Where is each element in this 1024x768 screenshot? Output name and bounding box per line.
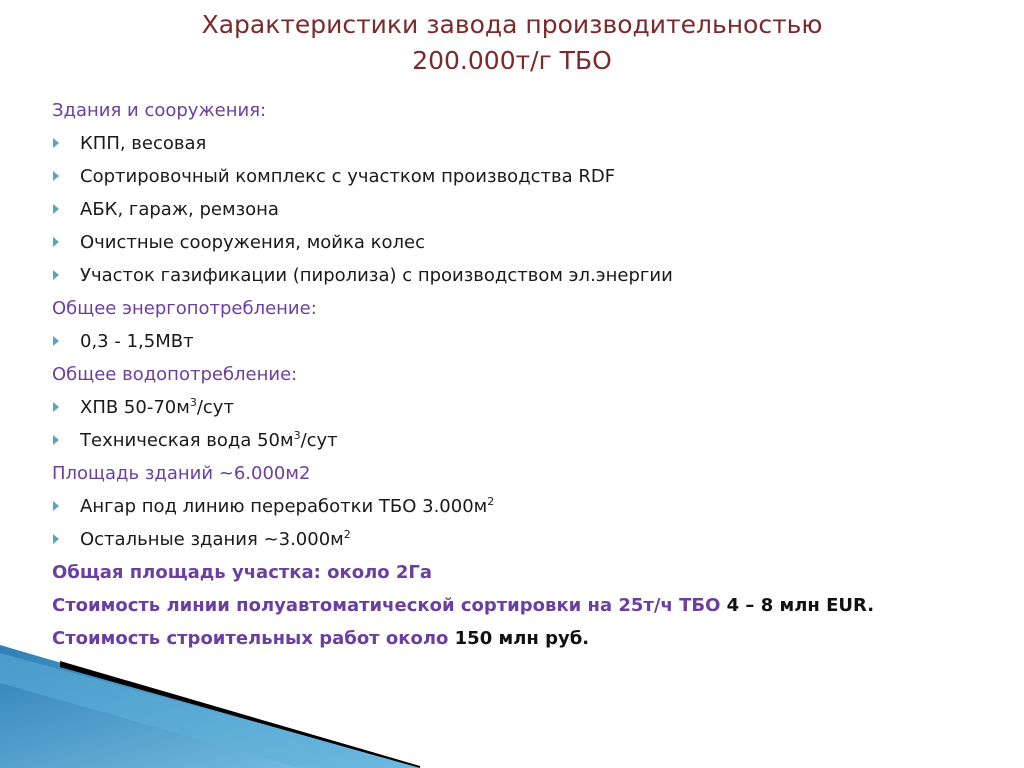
list-item xyxy=(52,127,992,160)
bullet-arrow-icon xyxy=(53,171,59,181)
slide-content xyxy=(52,94,992,655)
list-item xyxy=(52,193,992,226)
bullet-arrow-icon xyxy=(53,237,59,247)
list-item-text: АБК, гараж, ремзона xyxy=(80,199,279,220)
buildings-heading: Здания и сооружения: xyxy=(52,100,267,121)
bullet-arrow-icon xyxy=(53,501,59,511)
list-item xyxy=(52,523,992,556)
superscript: 2 xyxy=(343,528,351,541)
bullet-arrow-icon xyxy=(53,204,59,214)
list-item-text: КПП, весовая xyxy=(80,133,207,154)
list-item-text: Участок газификации (пиролиза) с производством эл.энергии xyxy=(80,265,673,286)
list-item-suffix: /сут xyxy=(196,397,234,418)
list-item-text: Остальные здания ~3.000м xyxy=(80,529,344,550)
list-item xyxy=(52,160,992,193)
list-item xyxy=(52,424,992,457)
construction-cost-value: 150 млн руб. xyxy=(454,628,590,649)
list-item-text: Очистные сооружения, мойка колес xyxy=(80,232,425,253)
area-heading: Площадь зданий ~6.000м2 xyxy=(52,463,311,484)
construction-cost-label: Стоимость строительных работ около xyxy=(52,628,455,649)
site-area-heading: Общая площадь участка: около 2Га xyxy=(52,562,433,583)
line-cost-value: 4 – 8 млн EUR. xyxy=(726,595,875,616)
list-item-text: ХПВ 50-70м xyxy=(80,397,190,418)
slide-title-line-1: Характеристики завода производительностью xyxy=(201,10,823,39)
list-item xyxy=(52,226,992,259)
superscript: 3 xyxy=(189,396,197,409)
bullet-arrow-icon xyxy=(53,336,59,346)
superscript: 2 xyxy=(487,495,495,508)
list-item xyxy=(52,490,992,523)
slide-title-line-2: 200.000т/г ТБО xyxy=(412,46,612,75)
list-item-text: Сортировочный комплекс с участком производства RDF xyxy=(80,166,616,187)
list-item-text: 0,3 - 1,5МВт xyxy=(80,331,194,352)
list-item xyxy=(52,391,992,424)
superscript: 3 xyxy=(293,429,301,442)
energy-heading: Общее энергопотребление: xyxy=(52,298,317,319)
water-heading: Общее водопотребление: xyxy=(52,364,298,385)
list-item-suffix: /сут xyxy=(300,430,338,451)
list-item-text: Техническая вода 50м xyxy=(80,430,294,451)
bullet-arrow-icon xyxy=(53,270,59,280)
bullet-arrow-icon xyxy=(53,402,59,412)
corner-decoration xyxy=(0,643,420,768)
line-cost-heading xyxy=(52,589,992,622)
bullet-arrow-icon xyxy=(53,435,59,445)
bullet-arrow-icon xyxy=(53,138,59,148)
list-item xyxy=(52,259,992,292)
list-item-text: Ангар под линию переработки ТБО 3.000м xyxy=(80,496,488,517)
line-cost-label: Стоимость линии полуавтоматической сортировки на 25т/ч ТБО xyxy=(52,595,727,616)
bullet-arrow-icon xyxy=(53,534,59,544)
list-item xyxy=(52,325,992,358)
